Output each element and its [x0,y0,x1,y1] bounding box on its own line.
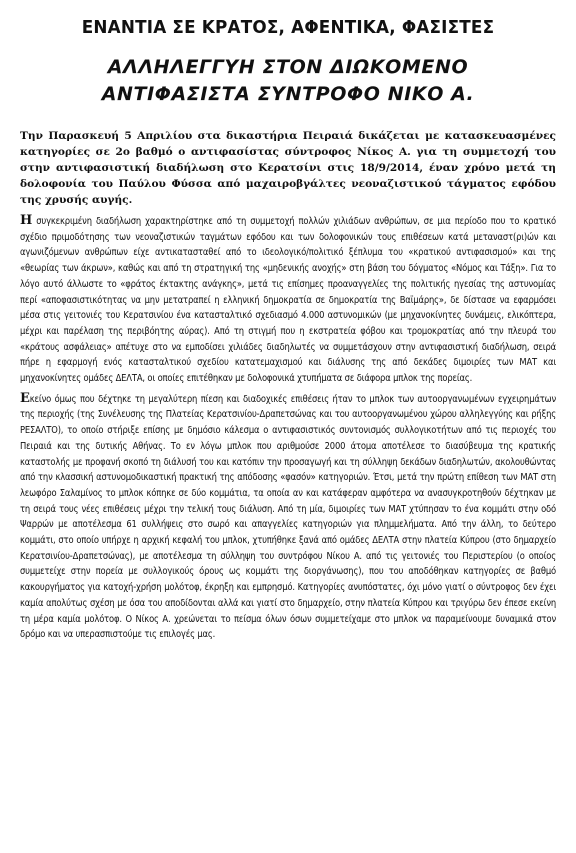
main-title-line-2: ΑΝΤΙΦΑΣΙΣΤΑ ΣΥΝΤΡΟΦΟ ΝΙΚΟ Α. [101,83,475,105]
paragraph-2-text: κείνο όμως που δέχτηκε τη μεγαλύτερη πίεση και διαδοχικές επιθέσεις ήταν το μπλοκ των αυτοοργανωμένων εγχειρημάτων της περιοχής (της Συνέλευσης της Πλατείας Κερατσινίου-Δραπετσώνας και του αυτοοργανωμένου χώρου αλληλεγγύης και ρήξης ΡΕΣΑΛΤΟ), το οποίο στήριξε επίσης με δημόσιο κάλεσμα ο αντιφασιστικός συντονισμός συλλογικοτήτων από τις περιοχές του Πειραιά και της δυτικής Αθήνας. Το εν λόγω μπλοκ που αριθμούσε 2000 άτομα αποτέλεσε το διασύβευμα της κρατικής καταστολής με προφανή σκοπό τη διάλυσή του και κατόπιν την προσαγωγή και τη σύλληψη δεκάδων διαδηλωτών, ακολουθώντας από την κλασσική αστυνομοδικαστική πρακτική της απόδοσης «φασόν» κατηγοριών. Έτσι, μετά την πρώτη επίθεση των ΜΑΤ στη λεωφόρο Σαλαμίνος το μπλοκ κόπηκε σε δύο κομμάτια, τα οποία αν και κατάφεραν αμφότερα να ανασυγκροτηθούν δέχτηκαν με τη σειρά τους νέες επιθέσεις μέχρι την τελική τους διάλυση. Από τη μία, διμοιρίες των ΜΑΤ χτύπησαν το ένα κομμάτι στην οδό Ψαρρών με αποτέλεσμα 61 συλλήψεις στο σωρό και απαγγελίες κατηγοριών για πλημμελήματα. Από την άλλη, το δεύτερο κομμάτι, στο οποίο υπήρχε η αρχική κεφαλή του μπλοκ, χτυπήθηκε ξανά από ομάδες ΔΕΛΤΑ στην πλατεία Κύπρου (στο δημαρχείο Κερατσινίου-Δραπετσώνας), με αποτέλεσμα τη σύλληψη του συντρόφου Νίκου Α. από τις γειτονιές του Περιστερίου (ο οποίος συμμετείχε στην πορεία με συλλογικούς όρους ως κομμάτι της διοργάνωσης), που του αποδόθηκαν κατηγορίες σε βαθμό κακουργήματος για κατοχή-χρήση μολότοφ, έκρηξη και εμπρησμό. Κατηγορίες ανυπόστατες, όχι μόνο γιατί ο σύντροφος δεν έχει καμία απολύτως σχέση με όσα του αποδίδονται αλλά και γιατί στο δημαρχείο, στην πλατεία Κύπρου και τριγύρω δεν έπεσε εκείνη τη μέρα καμία μολότοφ. Ο Νίκος Α. χρεώνεται το πείσμα όλων όσων συμμετείχαμε στο μπλοκ να παραμείνουμε δυναμικά στον δρόμο και να υπερασπιστούμε τις επιλογές μας. [20,393,556,641]
paragraph-1-text: συγκεκριμένη διαδήλωση χαρακτηρίστηκε από τη συμμετοχή πολλών χιλιάδων ανθρώπων, σε μια περίοδο που το κρατικό σχέδιο πριμοδότησης των νεοναζιστικών ταγμάτων εφόδου και των δολοφονικών τους επιθέσεων κατά μεταναστ(ρι)ών και αγωνιζόμενων ανθρώπων είχε αντικατασταθεί από το ιδεολογικό/πολιτικό ξέπλυμα του «κρατικού αντιφασισμού» και της «θεωρίας των άκρων», καθώς και από τη στρατηγική της «μηδενικής ανοχής» στη βάση του δόγματος «Νόμος και Τάξη». Για το λόγο αυτό άλλωστε το «φράτος έκτακτης ανάγκης», μετά τις επίσημες προαναγγελίες της πολιτικής ηγεσίας της αστυνομίας περί «αποφασιστικότητας να μην μετατραπεί η ελληνική δημοκρατία σε δημοκρατία της Βαϊμάρης», δε δίστασε να εφαρμόσει μέσα στις γειτονιές του Κερατσινίου ένα κατασταλτικό σχεδιασμό 4.000 αστυνομικών (με μηχανοκίνητες δυνάμεις, ελικόπτερα, μέχρι και παρέλαση της περιβόητης αύρας). Από τη στιγμή που η εκστρατεία φόβου και τρομοκρατίας από την πλευρά του «κράτους ασφάλειας» απέτυχε στο να εμποδίσει χιλιάδες διαδηλωτές να συμμετάσχουν στην αντιφασιστική διαδήλωση, σειρά πήρε η εφαρμογή ενός κατασταλτικού σχεδίου κατατεμαχισμού και διάλυσης της από δεκάδες διμοιρίες των ΜΑΤ και μηχανοκίνητες ομάδες ΔΕΛΤΑ, οι οποίες επιτέθηκαν με δολοφονικά χτυπήματα σε διάφορα μπλοκ της πορείας. [20,216,556,385]
lead-paragraph: Την Παρασκευή 5 Απριλίου στα δικαστήρια Πειραιά δικάζεται με κατασκευασμένες κατηγορίες σε 2ο βαθμό ο αντιφασίστας σύντροφος Νίκος Α. για τη συμμετοχή του στην αντιφασιστική διαδήλωση στο Κερατσίνι στις 18/9/2014, έναν χρόνο μετά τη δολοφονία του Παύλου Φύσσα από μαχαιροβγάλτες νεοναζιστικού τάγματος εφόδου της χρυσής αυγής. [20,130,556,206]
paragraph-1-initial: Η [20,213,33,228]
top-slogan: ΕΝΑΝΤΙΑ ΣΕ ΚΡΑΤΟΣ, ΑΦΕΝΤΙΚΑ, ΦΑΣΙΣΤΕΣ [81,18,495,38]
body-paragraph-2 [20,391,556,643]
main-title [20,54,556,108]
main-title-line-1: ΑΛΛΗΛΕΓΓΥΗ ΣΤΟΝ ΔΙΩΚΟΜΕΝΟ [107,56,469,78]
body-paragraph-1 [20,213,556,387]
paragraph-2-initial: Ε [20,390,30,406]
